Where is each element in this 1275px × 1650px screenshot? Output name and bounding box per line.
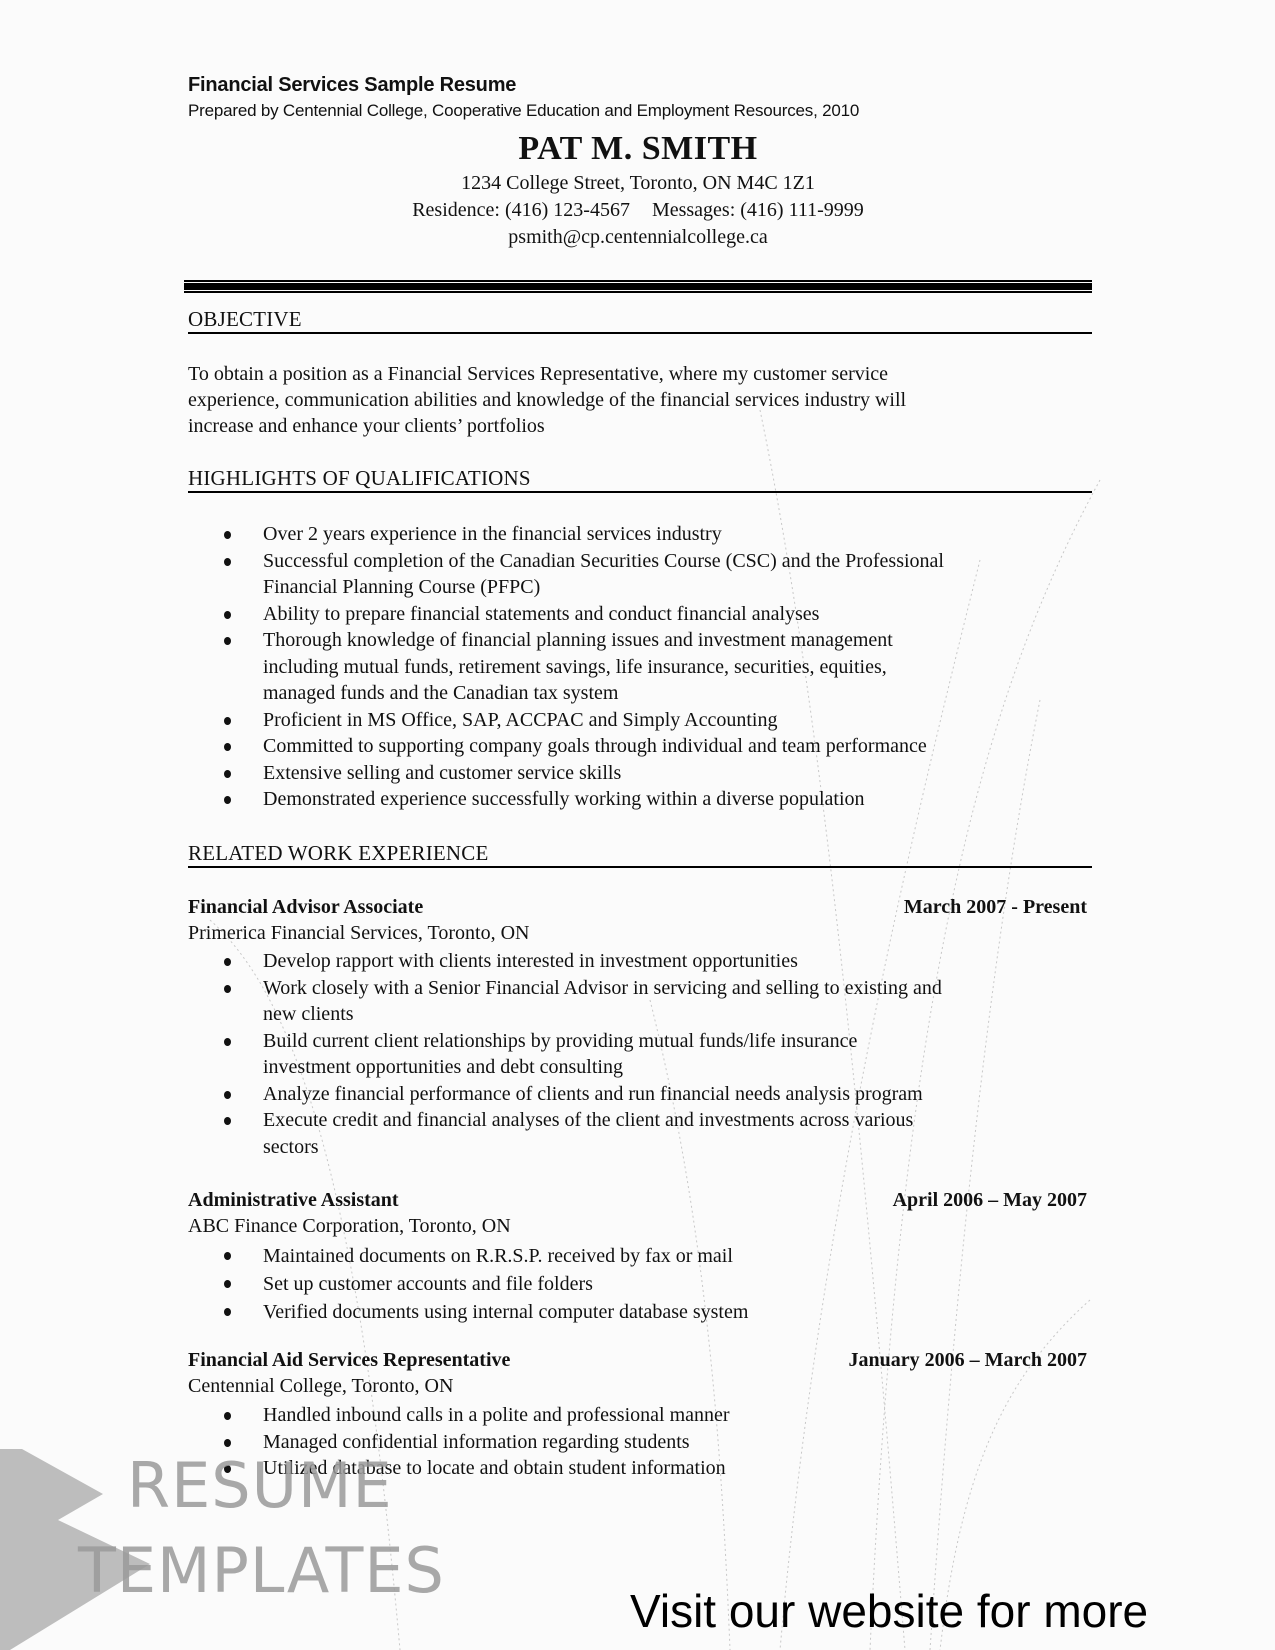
list-item: Work closely with a Senior Financial Advisor in servicing and selling to existing and new clients — [188, 975, 1088, 1028]
list-item: Maintained documents on R.R.S.P. received by fax or mail — [188, 1242, 1088, 1270]
bullet-icon — [224, 531, 231, 539]
list-item: Committed to supporting company goals through individual and team performance — [188, 733, 1088, 760]
bullet-icon — [224, 1117, 231, 1125]
job-duties-list — [188, 1242, 1088, 1326]
bullet-icon — [224, 743, 231, 751]
bullet-icon — [224, 1439, 231, 1447]
list-item: Handled inbound calls in a polite and professional manner — [188, 1402, 1088, 1429]
highlights-heading: HIGHLIGHTS OF QUALIFICATIONS — [188, 466, 1092, 493]
list-item: Proficient in MS Office, SAP, ACCPAC and Simply Accounting — [188, 707, 1088, 734]
job-company: Primerica Financial Services, Toronto, ON — [188, 922, 530, 944]
bullet-icon — [224, 796, 231, 804]
list-item: Utilized database to locate and obtain student information — [188, 1455, 1088, 1482]
messages-phone: Messages: (416) 111-9999 — [651, 199, 864, 221]
job-title: Financial Advisor Associate — [188, 896, 424, 918]
candidate-email: psmith@cp.centennialcollege.ca — [508, 226, 768, 248]
list-item: Demonstrated experience successfully working within a diverse population — [188, 786, 1088, 813]
list-item: Successful completion of the Canadian Securities Course (CSC) and the Professional Financial Planning Course (PFPC) — [188, 548, 1088, 601]
bullet-icon — [224, 958, 231, 966]
bullet-icon — [224, 770, 231, 778]
bullet-icon — [224, 558, 231, 566]
bullet-icon — [224, 1252, 231, 1260]
candidate-address: 1234 College Street, Toronto, ON M4C 1Z1 — [461, 172, 815, 194]
document-title: Financial Services Sample Resume — [188, 74, 517, 96]
list-item: Build current client relationships by providing mutual funds/life insurance investment opportunities and debt consulting — [188, 1028, 1088, 1081]
experience-heading: RELATED WORK EXPERIENCE — [188, 841, 1092, 868]
list-item: Develop rapport with clients interested in investment opportunities — [188, 948, 1088, 975]
bullet-icon — [224, 1091, 231, 1099]
list-item: Managed confidential information regarding students — [188, 1429, 1088, 1456]
highlights-list — [188, 521, 1088, 813]
job-title: Administrative Assistant — [188, 1189, 399, 1211]
job-dates: January 2006 – March 2007 — [848, 1349, 1087, 1371]
bullet-icon — [224, 1412, 231, 1420]
visit-website-link[interactable]: Visit our website for more — [630, 1585, 1149, 1637]
bullet-icon — [224, 1308, 231, 1316]
job-title: Financial Aid Services Representative — [188, 1349, 511, 1371]
objective-heading: OBJECTIVE — [188, 307, 1092, 334]
watermark-templates-text: TEMPLATES — [78, 1534, 445, 1607]
list-item: Set up customer accounts and file folders — [188, 1270, 1088, 1298]
document-subtitle: Prepared by Centennial College, Cooperative Education and Employment Resources, 2010 — [188, 101, 860, 120]
list-item: Over 2 years experience in the financial services industry — [188, 521, 1088, 548]
list-item: Verified documents using internal computer database system — [188, 1298, 1088, 1326]
job-company: Centennial College, Toronto, ON — [188, 1375, 454, 1397]
bullet-icon — [224, 985, 231, 993]
list-item: Execute credit and financial analyses of the client and investments across various sectors — [188, 1107, 1088, 1160]
residence-phone: Residence: (416) 123-4567 — [412, 199, 630, 221]
bullet-icon — [224, 1280, 231, 1288]
objective-text: To obtain a position as a Financial Services Representative, where my customer service experience, communication abilities and knowledge of the financial services industry will increase and enhance your clients’ portfolios — [188, 363, 907, 437]
list-item: Thorough knowledge of financial planning issues and investment management including mutual funds, retirement savings, life insurance, securities, equities, managed funds and the Canadian tax system — [188, 627, 1088, 707]
job-company: ABC Finance Corporation, Toronto, ON — [188, 1215, 511, 1237]
job-dates: March 2007 - Present — [903, 896, 1087, 918]
bullet-icon — [224, 637, 231, 645]
header-divider — [184, 280, 1092, 294]
job-duties-list — [188, 948, 1088, 1160]
job-dates: April 2006 – May 2007 — [892, 1189, 1087, 1211]
list-item: Extensive selling and customer service skills — [188, 760, 1088, 787]
list-item: Analyze financial performance of clients and run financial needs analysis program — [188, 1081, 1088, 1108]
bullet-icon — [224, 611, 231, 619]
candidate-phones — [188, 199, 1088, 222]
list-item: Ability to prepare financial statements and conduct financial analyses — [188, 601, 1088, 628]
candidate-name: PAT M. SMITH — [518, 130, 758, 167]
watermark-resume-text: RESUME — [127, 1449, 393, 1522]
bullet-icon — [224, 1038, 231, 1046]
bullet-icon — [224, 717, 231, 725]
